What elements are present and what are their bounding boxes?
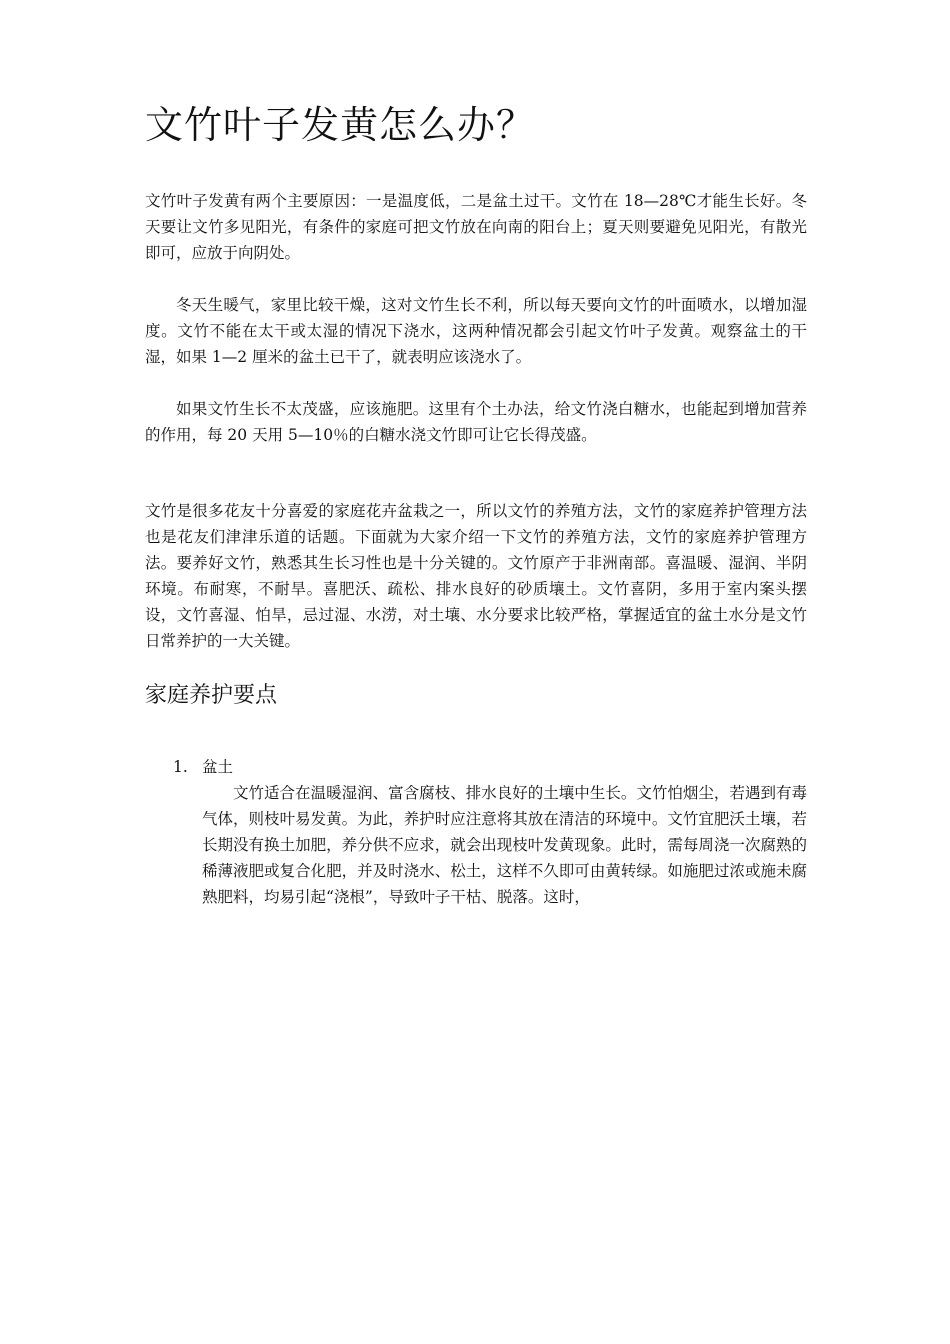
paragraph-fertilizing: 如果文竹生长不太茂盛，应该施肥。这里有个土办法，给文竹浇白糖水，也能起到增加营养的作用，每 20 天用 5—10％的白糖水浇文竹即可让它长得茂盛。 [145,400,807,444]
article-content [145,98,807,910]
list-item-title: 盆土 [202,758,234,776]
list-item-body: 文竹适合在温暖湿润、富含腐枝、排水良好的土壤中生长。文竹怕烟尘，若遇到有毒气体，则枝叶易发黄。为此，养护时应注意将其放在清洁的环境中。文竹宜肥沃土壤，若长期没有换土加肥，养分供不应求，就会出现枝叶发黄现象。此时，需每周浇一次腐熟的稀薄液肥或复合化肥，并及时浇水、松土，这样不久即可由黄转绿。如施肥过浓或施未腐熟肥料，均易引起“浇根”，导致叶子干枯、脱落。这时， [202,784,807,906]
care-points-list [145,754,807,910]
paragraph-yellow-leaf-causes: 文竹叶子发黄有两个主要原因：一是温度低，二是盆土过干。文竹在 18—28℃才能生长好。冬天要让文竹多见阳光，有条件的家庭可把文竹放在向南的阳台上；夏天则要避免见阳光，有散光即可，应放于向阴处。 [145,192,807,262]
section-heading-home-care: 家庭养护要点 [145,683,278,708]
article-title: 文竹叶子发黄怎么办？ [145,103,536,147]
paragraph-care-introduction: 文竹是很多花友十分喜爱的家庭花卉盆栽之一，所以文竹的养殖方法，文竹的家庭养护管理方法也是花友们津津乐道的话题。下面就为大家介绍一下文竹的养殖方法，文竹的家庭养护管理方法。要养好文竹，熟悉其生长习性也是十分关键的。文竹原产于非洲南部。喜温暖、湿润、半阴环境。布耐寒，不耐旱。喜肥沃、疏松、排水良好的砂质壤土。文竹喜阴，多用于室内案头摆设，文竹喜湿、怕旱，忌过湿、水涝，对土壤、水分要求比较严格，掌握适宜的盆土水分是文竹日常养护的一大关键。 [145,502,807,650]
list-item [145,754,807,910]
list-item-number: 1. [173,758,188,776]
paragraph-humidity-watering: 冬天生暖气，家里比较干燥，这对文竹生长不利，所以每天要向文竹的叶面喷水，以增加湿度。文竹不能在太干或太湿的情况下浇水，这两种情况都会引起文竹叶子发黄。观察盆土的干湿，如果 1—2 厘米的盆土已干了，就表明应该浇水了。 [145,296,807,366]
